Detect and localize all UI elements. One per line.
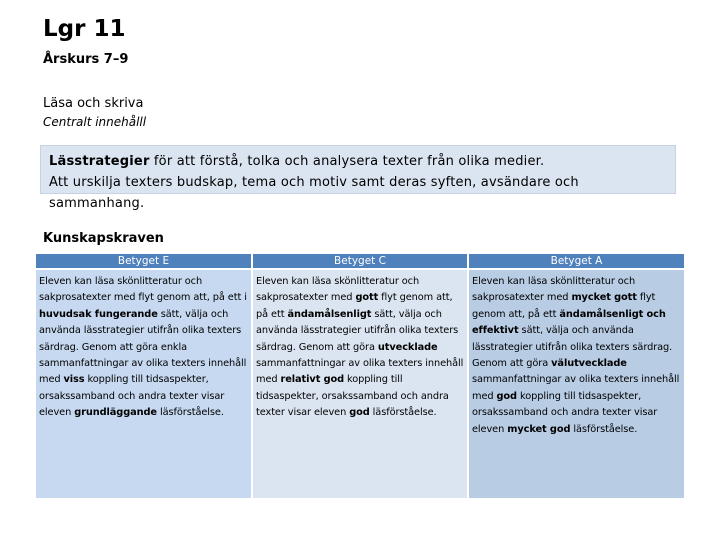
emphasis-text: huvudsak fungerande [39,308,158,320]
criteria-text: Eleven kan läsa skönlitteratur och sakprosatexter med flyt genom att, på ett i [39,276,247,304]
criteria-text: läsförståelse. [369,407,437,419]
criteria-text: flyt genom att, på ett [472,292,656,320]
emphasis-text: god [349,407,370,419]
requirements-table [36,254,684,498]
criteria-text: koppling till tidsaspekter, orsakssamband och andra texter visar eleven [256,374,449,419]
content-keyword: Lässtrategier [49,154,150,169]
emphasis-text: ändamålsenligt och effektivt [472,308,666,337]
content-line-1-text: för att förstå, tolka och analysera texter från olika medier. [149,154,545,169]
grade-c-text [253,270,467,498]
criteria-text: sätt, välja och använda lässtrategier utifrån olika texters särdrag. Genom att göra enkla sammanfattningar av olika texters innehåll med [39,308,247,386]
criteria-text: koppling till tidsaspekter, orsakssamband och andra texter visar eleven [472,390,658,435]
central-content-box [40,145,676,211]
grade-c-header: Betyget C [253,254,467,270]
emphasis-text: gott [355,292,379,304]
grade-a-header: Betyget A [469,254,684,270]
emphasis-text: mycket gott [571,292,637,304]
criteria-text: koppling till tidsaspekter, orsakssamband och andra texter visar eleven [39,374,225,419]
content-line-1 [49,151,667,172]
emphasis-text: välutvecklade [551,358,627,370]
grade-e-header: Betyget E [36,254,251,270]
criteria-text: sammanfattningar av olika texters innehåll med [256,358,464,386]
criteria-text: flyt genom att, på ett [256,292,453,320]
criteria-text: läsförståelse. [570,423,638,435]
section-title: Läsa och skriva [43,96,144,111]
emphasis-text: mycket god [507,423,571,435]
emphasis-text: utvecklade [377,341,438,353]
section-subtitle: Centralt innehålll [43,115,147,129]
grade-c-column [253,254,467,498]
content-line-2: Att urskilja texters budskap, tema och motiv samt deras syften, avsändare och sammanhang. [49,175,579,211]
grade-e-text [36,270,251,498]
criteria-text: Eleven kan läsa skönlitteratur och sakprosatexter med [472,276,636,304]
emphasis-text: god [496,390,517,402]
requirements-heading: Kunskapskraven [43,231,164,246]
slide-title: Lgr 11 [43,16,126,42]
grade-e-column [36,254,251,498]
emphasis-text: ändamålsenligt [287,308,372,320]
criteria-text: sammanfattningar av olika texters innehåll med [472,374,680,402]
grade-a-column [469,254,684,498]
emphasis-text: relativt god [280,374,345,386]
criteria-text: sätt, välja och använda lässtrategier utifrån olika texters särdrag. Genom att göra [256,308,459,353]
emphasis-text: viss [63,374,85,386]
criteria-text: läsförståelse. [156,407,224,419]
grade-a-text [469,270,684,498]
criteria-text: sätt, välja och använda lässtrategier utifrån olika texters särdrag. Genom att göra [472,325,673,370]
criteria-text: Eleven kan läsa skönlitteratur och sakprosatexter med [256,276,420,304]
grade-range: Årskurs 7–9 [43,52,129,67]
emphasis-text: grundläggande [74,407,157,419]
